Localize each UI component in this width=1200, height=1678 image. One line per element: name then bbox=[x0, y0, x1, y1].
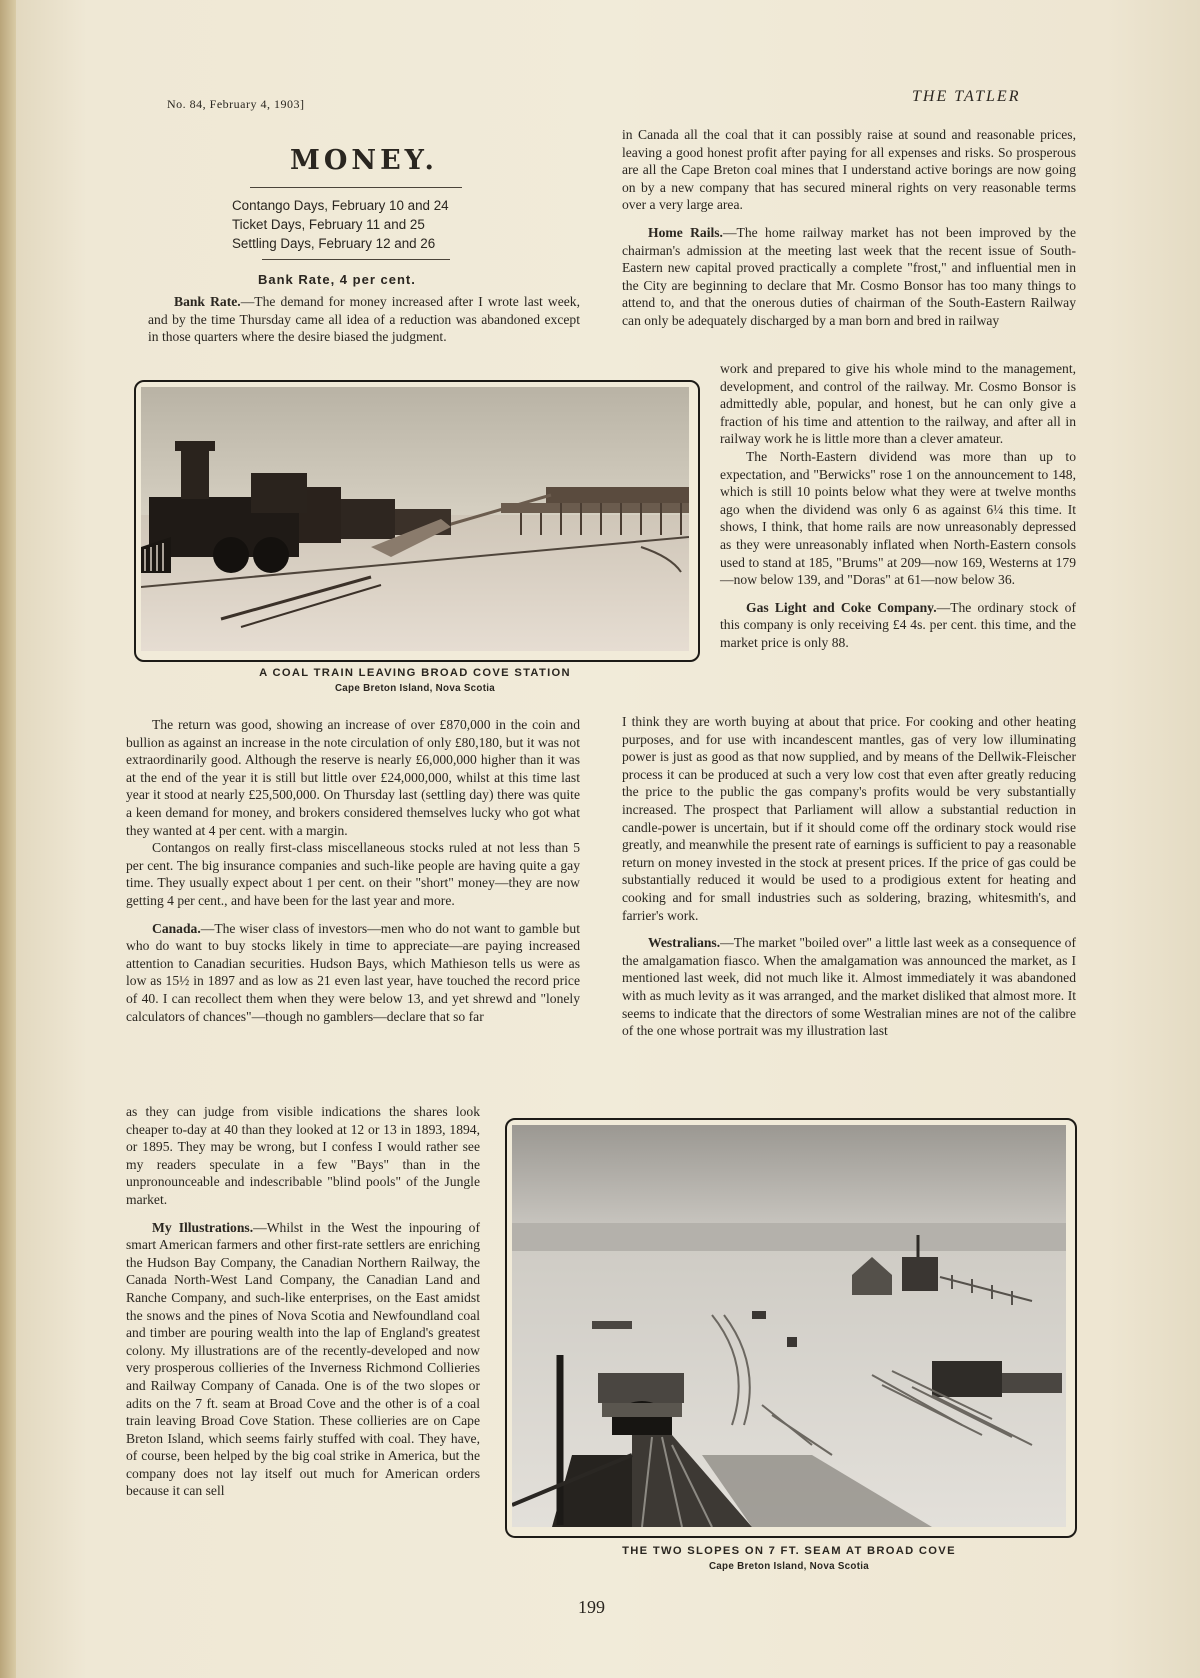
subhead-illustrations: My Illustrations. bbox=[152, 1219, 254, 1235]
issue-header: No. 84, February 4, 1903] bbox=[167, 97, 305, 111]
paragraph-text: —The demand for money increased after I wrote last week, and by the time Thursday came all idea of a reduction was abandoned except in those quarters where the desire biased the judgment. bbox=[148, 294, 580, 345]
paragraph-gas-light-cont: I think they are worth buying at about that price. For cooking and other heating purposes, and for use with incandescent mantles, gas of very low illuminating power is just as good as that now supplied, and by means of the Dellwik-Fleischer process it can be produced at such a very low cost that even after greatly reducing the price to the public the gas company's profits would be very substantially increased. The prospect that Parliament will allow a substantial reduction in candle-power is uncertain, but if it should come off the ordinary stock would rise greatly, and meanwhile the present rate of earnings is sufficient to pay a reasonable return on money invested in the stock at present prices. If the price of gas could be substantially reduced it would be used to a prodigious extent for heating and cooking and for small industries such as soldering, brazing, whitesmith's, and farrier's work. bbox=[622, 714, 1076, 923]
paragraph-canada bbox=[126, 920, 580, 1026]
page-number: 199 bbox=[578, 1597, 605, 1617]
coal-train-caption-title: A COAL TRAIN LEAVING BROAD COVE STATION bbox=[259, 667, 571, 679]
bank-rate-heading: Bank Rate, 4 per cent. bbox=[258, 272, 416, 287]
magazine-name: THE TATLER bbox=[912, 88, 1021, 105]
paragraph-text: —The wiser class of investors—men who do not want to gamble but who do want to buy stocks likely in time to appreciate—are paying increased attention to Canadian securities. Hudson Bays, which Mathieson tells us were as low as 15½ in 1897 and as low as 21 even last year, have touched the record price of 40. I can recollect them when they were below 13, and yet shrewd and "lonely calculators of chances"—though no gamblers—declare that so far bbox=[126, 920, 580, 1024]
paragraph-bank-rate bbox=[148, 293, 580, 346]
subhead-home-rails: Home Rails. bbox=[648, 224, 723, 240]
coal-train-photo bbox=[141, 387, 689, 651]
two-slopes-photo-frame bbox=[505, 1118, 1077, 1538]
paragraph-text: —The home railway market has not been improved by the chairman's admission at the meeting last week that the recent issue of South-Eastern new capital proved practically a complete "frost," and influential men in the City are beginning to declare that Mr. Cosmo Bonsor has too many things to attend to, and that the onerous duties of chairman of the South-Eastern Railway can only be adequately discharged by a man born and bred in railway bbox=[622, 224, 1076, 328]
page-spine bbox=[0, 0, 16, 1678]
subhead-canada: Canada. bbox=[152, 920, 201, 936]
coal-train-photo-frame bbox=[134, 380, 700, 662]
right-column-top bbox=[622, 126, 1076, 330]
contango-days: Contango Days, February 10 and 24 bbox=[232, 198, 449, 213]
left-column-top bbox=[148, 293, 580, 346]
paragraph-home-rails bbox=[622, 224, 1076, 330]
two-slopes-caption-location: Cape Breton Island, Nova Scotia bbox=[708, 1561, 870, 1572]
two-slopes-photo bbox=[512, 1125, 1066, 1527]
paragraph-home-rails-cont: work and prepared to give his whole mind to the management, development, and control of the railway. Mr. Cosmo Bonsor is admittedly able, popular, and honest, but he can only give a fraction of his time and attention to the railway, and after all in railway work he is little more than a clever amateur. bbox=[720, 361, 1076, 447]
page-title: MONEY. bbox=[290, 145, 438, 176]
paragraph-text: —Whilst in the West the inpouring of smart American farmers and other first-rate settlers are enriching the Hudson Bay Company, the Canadian Northern Railway, the Canada North-West Land Company, the Canadian Land and Ranche Company, and such-like enterprises, on the East amidst the snows and the pines of Nova Scotia and Newfoundland coal and timber are pouring wealth into the lap of England's greatest colony. My illustrations are of the recently-developed and now very prosperous collieries of the Inverness Richmond Collieries and Railway Company of Canada. One is of the two slopes or adits on the 7 ft. seam at Broad Cove and the other is of a coal train leaving Broad Cove Station. These collieries are on Cape Breton Island, which seems fairly stuffed with coal. They have, of course, been helped by the big coal strike in America, but the company does not lay itself out much for American orders because it can sell bbox=[126, 1219, 480, 1499]
left-column-main bbox=[126, 716, 580, 1025]
subhead-bank-rate: Bank Rate. bbox=[174, 294, 241, 309]
paragraph-text: —The ordinary stock of this company is only receiving £4 4s. per cent. this time, and the market price is only 88. bbox=[720, 599, 1076, 650]
settling-days: Settling Days, February 12 and 26 bbox=[232, 236, 436, 251]
paragraph-canada-cont: as they can judge from visible indications the shares look cheaper to-day at 40 than they looked at 12 or 13 in 1893, 1894, or 1895. They may be wrong, but I confess I would rather see my readers speculate in a few "Bays" than in the unpronounceable and indescribable "blind pools" of the Jungle market. bbox=[126, 1104, 480, 1207]
coal-train-caption-location: Cape Breton Island, Nova Scotia bbox=[334, 683, 496, 694]
paragraph-text: —The market "boiled over" a little last week as a consequence of the amalgamation fiasco. When the amalgamation was announced the market, as I mentioned last week, did not much like it. Almost immediately it was abandoned with as much levity as it was arranged, and the market disliked that almost more. It seems to indicate that the directors of some Westralian mines are not of the calibre of the one whose portrait was my illustration last bbox=[622, 935, 1076, 1039]
two-slopes-caption bbox=[505, 1545, 1073, 1572]
paragraph-canada-coal: in Canada all the coal that it can possibly raise at sound and reasonable prices, leaving a good honest profit after paying for all expenses and risks. So prosperous are all the Cape Breton coal mines that I understand active borings are now going on by a new company that has secured mineral rights on very reasonable terms over a very large area. bbox=[622, 127, 1076, 213]
paragraph-illustrations bbox=[126, 1219, 480, 1501]
two-slopes-caption-title: THE TWO SLOPES ON 7 FT. SEAM AT BROAD COVE bbox=[622, 1545, 956, 1557]
paragraph-gas-light bbox=[720, 599, 1076, 652]
title-rule bbox=[250, 187, 462, 188]
paragraph-return: The return was good, showing an increase of over £870,000 in the coin and bullion as against an increase in the note circulation of only £80,180, but it was not extraordinarily good. Although the reserve is nearly £6,000,000 higher than it was at the end of the year it is still but little over £24,000,000, whilst at this time last year it stood at nearly £25,500,000. On Thursday last (settling day) there was quite a keen demand for money, and brokers considered themselves lucky who got what they wanted at 4 per cent. with a margin. bbox=[126, 717, 580, 838]
paragraph-contangos: Contangos on really first-class miscellaneous stocks ruled at not less than 5 per cent. The big insurance companies and such-like people are having quite a gay time. They usually expect about 1 per cent. on their "short" money—they are now getting 4 per cent., and have been for the last year and more. bbox=[126, 840, 580, 908]
subhead-westralians: Westralians. bbox=[648, 935, 721, 951]
paragraph-westralians bbox=[622, 934, 1076, 1040]
paragraph-north-eastern: The North-Eastern dividend was more than up to expectation, and "Berwicks" rose 1 on the announcement to 148, which is still 10 points below what they were at twelve months ago when the dividend was only 6 as against 6¼ this time. It shows, I think, that home rails are now unreasonably depressed as they were unreasonably inflated when North-Eastern consols used to stand at 185, "Brums" at 209—now 169, Westerns at 179—now below 139, and "Doras" at 61—now below 36. bbox=[720, 448, 1076, 588]
coal-train-caption bbox=[134, 667, 696, 694]
right-column-narrow bbox=[720, 360, 1076, 652]
ticket-days: Ticket Days, February 11 and 25 bbox=[232, 217, 425, 232]
right-column-main bbox=[622, 713, 1076, 1040]
settlement-days bbox=[232, 196, 449, 253]
days-rule bbox=[262, 259, 450, 260]
left-column-narrow bbox=[126, 1103, 480, 1500]
subhead-gas-light: Gas Light and Coke Company. bbox=[746, 599, 937, 615]
